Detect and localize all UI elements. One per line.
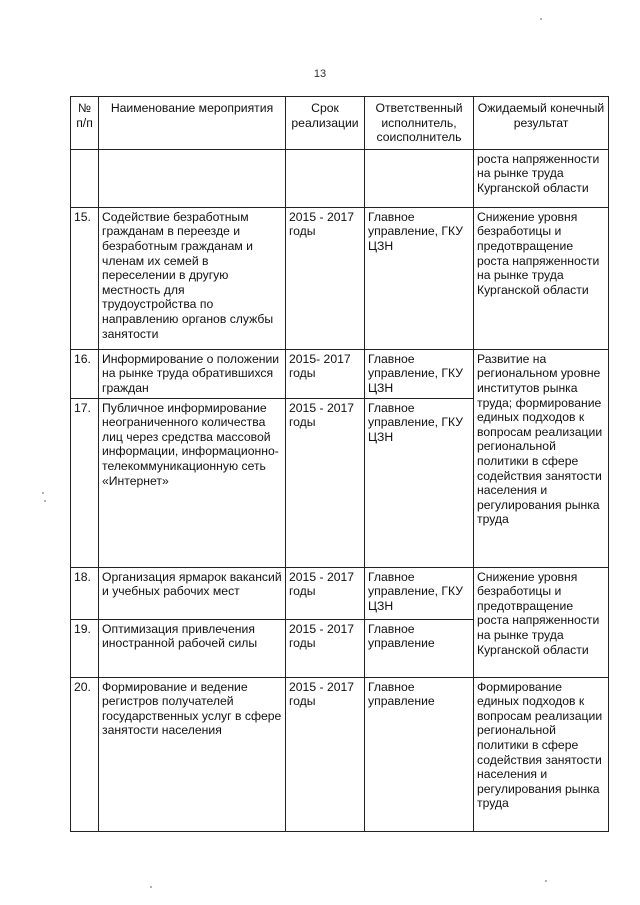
table-header-row (71, 97, 609, 150)
cell-name: Оптимизация привлечения иностранной рабочей силы (99, 619, 286, 677)
table-row (71, 207, 609, 349)
table-row-continuation (71, 149, 609, 207)
cell-result: Формирование единых подходов к вопросам реализации региональной политики в сфере содействия занятости населения и регулирования рынка труда (474, 677, 609, 831)
cell-number: 16. (71, 349, 99, 398)
cell-term: 2015 - 2017 годы (286, 567, 365, 619)
page-number: 13 (313, 68, 327, 80)
cell-empty (71, 149, 99, 207)
cell-number: 15. (71, 207, 99, 349)
cell-name: Формирование и ведение регистров получателей государственных услуг в сфере занятости населения (99, 677, 286, 831)
cell-term: 2015- 2017 годы (286, 349, 365, 398)
cell-responsible: Главное управление (365, 619, 474, 677)
cell-empty (286, 149, 365, 207)
cell-name: Публичное информирование неограниченного количества лиц через средства массовой информации, информационно-телекоммуникационную сеть «Интернет» (99, 398, 286, 567)
cell-empty (99, 149, 286, 207)
scan-speck (540, 18, 542, 20)
cell-name: Информирование о положении на рынке труда обратившихся граждан (99, 349, 286, 398)
cell-number: 20. (71, 677, 99, 831)
table-row (71, 677, 609, 831)
measures-table (70, 96, 609, 832)
table-row (71, 567, 609, 619)
cell-result: роста напряженности на рынке труда Курганской области (474, 149, 609, 207)
cell-name: Содействие безработным гражданам в переезде и безработным гражданам и членам их семей в переселении в другую местность для трудоустройства по направлению органов службы занятости (99, 207, 286, 349)
scan-speck (44, 500, 46, 502)
scan-speck (42, 492, 44, 494)
cell-name: Организация ярмарок вакансий и учебных рабочих мест (99, 567, 286, 619)
table-row (71, 349, 609, 398)
cell-responsible: Главное управление, ГКУ ЦЗН (365, 207, 474, 349)
cell-responsible: Главное управление (365, 677, 474, 831)
cell-result: Развитие на региональном уровне институтов рынка труда; формирование единых подходов к вопросам реализации региональной политики в сфере содействия занятости населения и регулирования рынка труда (474, 349, 609, 567)
cell-number: 19. (71, 619, 99, 677)
header-number: № п/п (71, 97, 99, 150)
cell-responsible: Главное управление, ГКУ ЦЗН (365, 349, 474, 398)
cell-empty (365, 149, 474, 207)
cell-term: 2015 - 2017 годы (286, 619, 365, 677)
cell-result: Снижение уровня безработицы и предотвращение роста напряженности на рынке труда Курганской области (474, 207, 609, 349)
scan-speck (545, 880, 547, 882)
cell-result: Снижение уровня безработицы и предотвращение роста напряженности на рынке труда Курганской области (474, 567, 609, 677)
cell-number: 18. (71, 567, 99, 619)
cell-responsible: Главное управление, ГКУ ЦЗН (365, 567, 474, 619)
cell-term: 2015 - 2017 годы (286, 207, 365, 349)
cell-term: 2015 - 2017 годы (286, 677, 365, 831)
header-name: Наименование мероприятия (99, 97, 286, 150)
cell-term: 2015 - 2017 годы (286, 398, 365, 567)
cell-number: 17. (71, 398, 99, 567)
cell-responsible: Главное управление, ГКУ ЦЗН (365, 398, 474, 567)
header-term: Срок реализации (286, 97, 365, 150)
header-result: Ожидаемый конечный результат (474, 97, 609, 150)
scan-speck (150, 886, 152, 888)
header-responsible: Ответственный исполнитель, соисполнитель (365, 97, 474, 150)
